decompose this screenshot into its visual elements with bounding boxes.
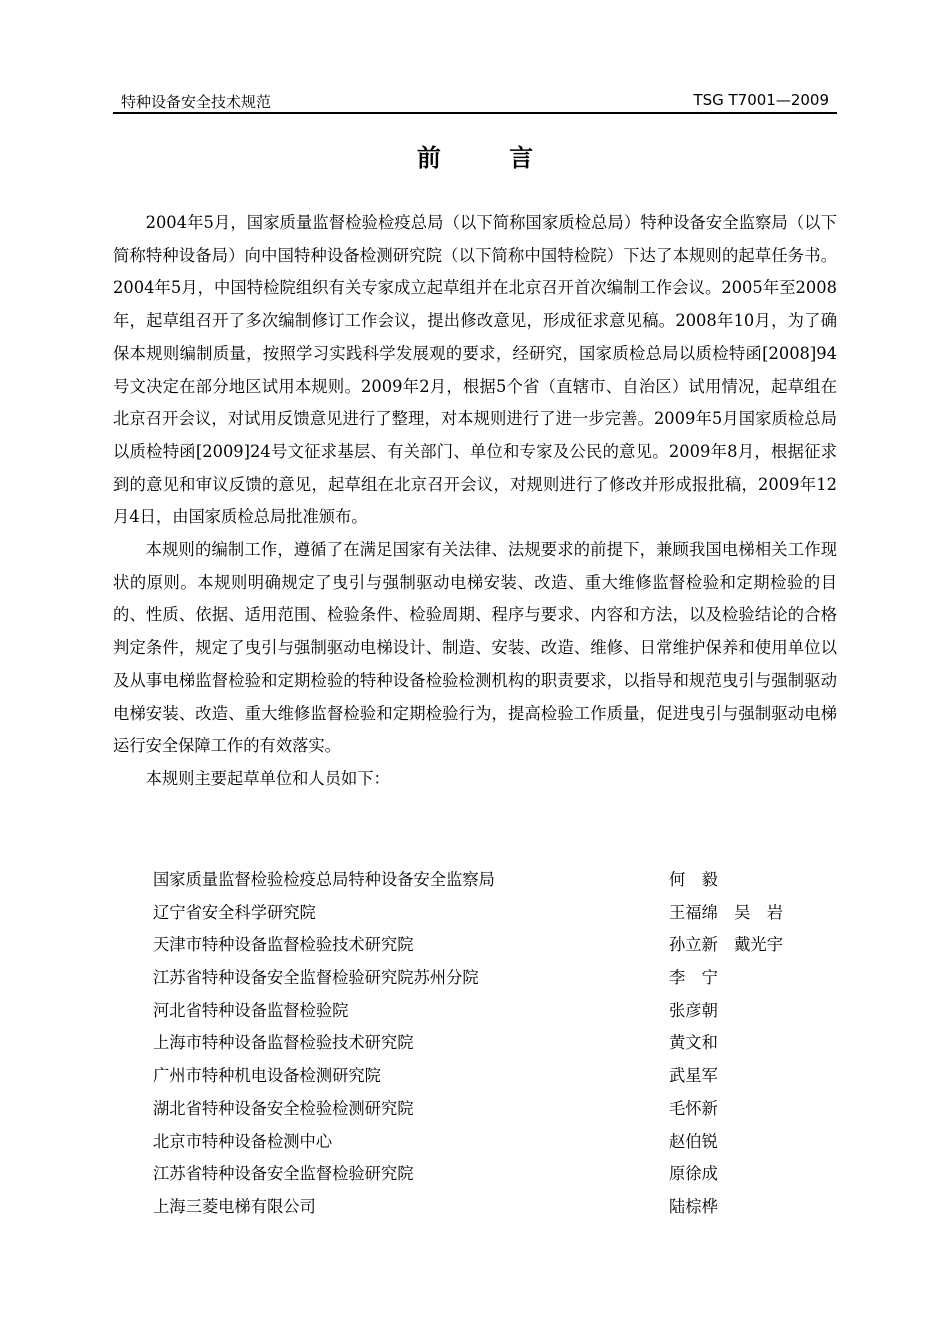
- paragraph: 本规则主要起草单位和人员如下：: [145, 768, 390, 788]
- unit-names: 张彦朝: [669, 1000, 718, 1020]
- unit-names: 何 毅: [669, 870, 718, 889]
- page-title-text: 前 言: [416, 144, 534, 172]
- unit-names: 王福绵 吴 岩: [669, 902, 783, 922]
- unit-org: 上海市特种设备监督检验技术研究院: [153, 1033, 414, 1053]
- header-doc-code: TSG T7001—2009: [693, 91, 829, 109]
- list-item: [153, 962, 837, 995]
- unit-org: 河北省特种设备监督检验院: [153, 1000, 349, 1020]
- list-item: [153, 897, 837, 930]
- unit-names: 陆棕桦: [669, 1196, 718, 1216]
- list-item: [153, 929, 837, 962]
- list-item: [153, 1191, 837, 1224]
- page-title: [0, 138, 950, 173]
- unit-org: 江苏省特种设备安全监督检验研究院苏州分院: [153, 968, 479, 988]
- unit-org: 广州市特种机电设备检测研究院: [153, 1066, 381, 1086]
- unit-names: 孙立新 戴光宇: [669, 935, 783, 955]
- unit-names: 李 宁: [669, 968, 718, 988]
- preface-body: [113, 207, 837, 796]
- unit-org: 辽宁省安全科学研究院: [153, 902, 316, 922]
- list-item: [153, 995, 837, 1028]
- unit-names: 黄文和: [669, 1033, 718, 1053]
- unit-org: 国家质量监督检验检疫总局特种设备安全监察局: [153, 870, 495, 889]
- list-item: [153, 1093, 837, 1126]
- unit-org: 天津市特种设备监督检验技术研究院: [153, 935, 414, 955]
- unit-names: 原徐成: [669, 1164, 718, 1184]
- list-item: [153, 1126, 837, 1159]
- unit-org: 北京市特种设备检测中心: [153, 1131, 333, 1151]
- unit-names: 毛怀新: [669, 1098, 718, 1118]
- paragraph: 本规则的编制工作，遵循了在满足国家有关法律、法规要求的前提下，兼顾我国电梯相关工作现状的原则。本规则明确规定了曳引与强制驱动电梯安装、改造、重大维修监督检验和定期检验的目的、性质、依据、适用范围、检验条件、检验周期、程序与要求、内容和方法，以及检验结论的合格判定条件，规定了曳引与强制驱动电梯设计、制造、安装、改造、维修、日常维护保养和使用单位以及从事电梯监督检验和定期检验的特种设备检验检测机构的职责要求，以指导和规范曳引与强制驱动电梯安装、改造、重大维修监督检验和定期检验行为，提高检验工作质量，促进曳引与强制驱动电梯运行安全保障工作的有效落实。: [113, 540, 837, 756]
- unit-org: 湖北省特种设备安全检验检测研究院: [153, 1098, 414, 1118]
- unit-names: 赵伯锐: [669, 1131, 718, 1151]
- list-item: [153, 864, 837, 897]
- page-header: [113, 88, 837, 114]
- drafting-units-list: [153, 864, 837, 1224]
- header-doc-category: 特种设备安全技术规范: [121, 93, 272, 111]
- list-item: [153, 1027, 837, 1060]
- paragraph: 2004年5月，国家质量监督检验检疫总局（以下简称国家质检总局）特种设备安全监察局（以下简称特种设备局）向中国特种设备检测研究院（以下简称中国特检院）下达了本规则的起草任务书。2004年5月，中国特检院组织有关专家成立起草组并在北京召开首次编制工作会议。2005年至2008年，起草组召开了多次编制修订工作会议，提出修改意见，形成征求意见稿。2008年10月，为了确保本规则编制质量，按照学习实践科学发展观的要求，经研究，国家质检总局以质检特函[2008]94号文决定在部分地区试用本规则。2009年2月，根据5个省（直辖市、自治区）试用情况，起草组在北京召开会议，对试用反馈意见进行了整理，对本规则进行了进一步完善。2009年5月国家质检总局以质检特函[2009]24号文征求基层、有关部门、单位和专家及公民的意见。2009年8月，根据征求到的意见和审议反馈的意见，起草组在北京召开会议，对规则进行了修改并形成报批稿，2009年12月4日，由国家质检总局批准颁布。: [113, 213, 837, 527]
- unit-names: 武星军: [669, 1066, 718, 1086]
- list-item: [153, 1060, 837, 1093]
- unit-org: 上海三菱电梯有限公司: [153, 1196, 316, 1216]
- unit-org: 江苏省特种设备安全监督检验研究院: [153, 1164, 414, 1184]
- list-item: [153, 1158, 837, 1191]
